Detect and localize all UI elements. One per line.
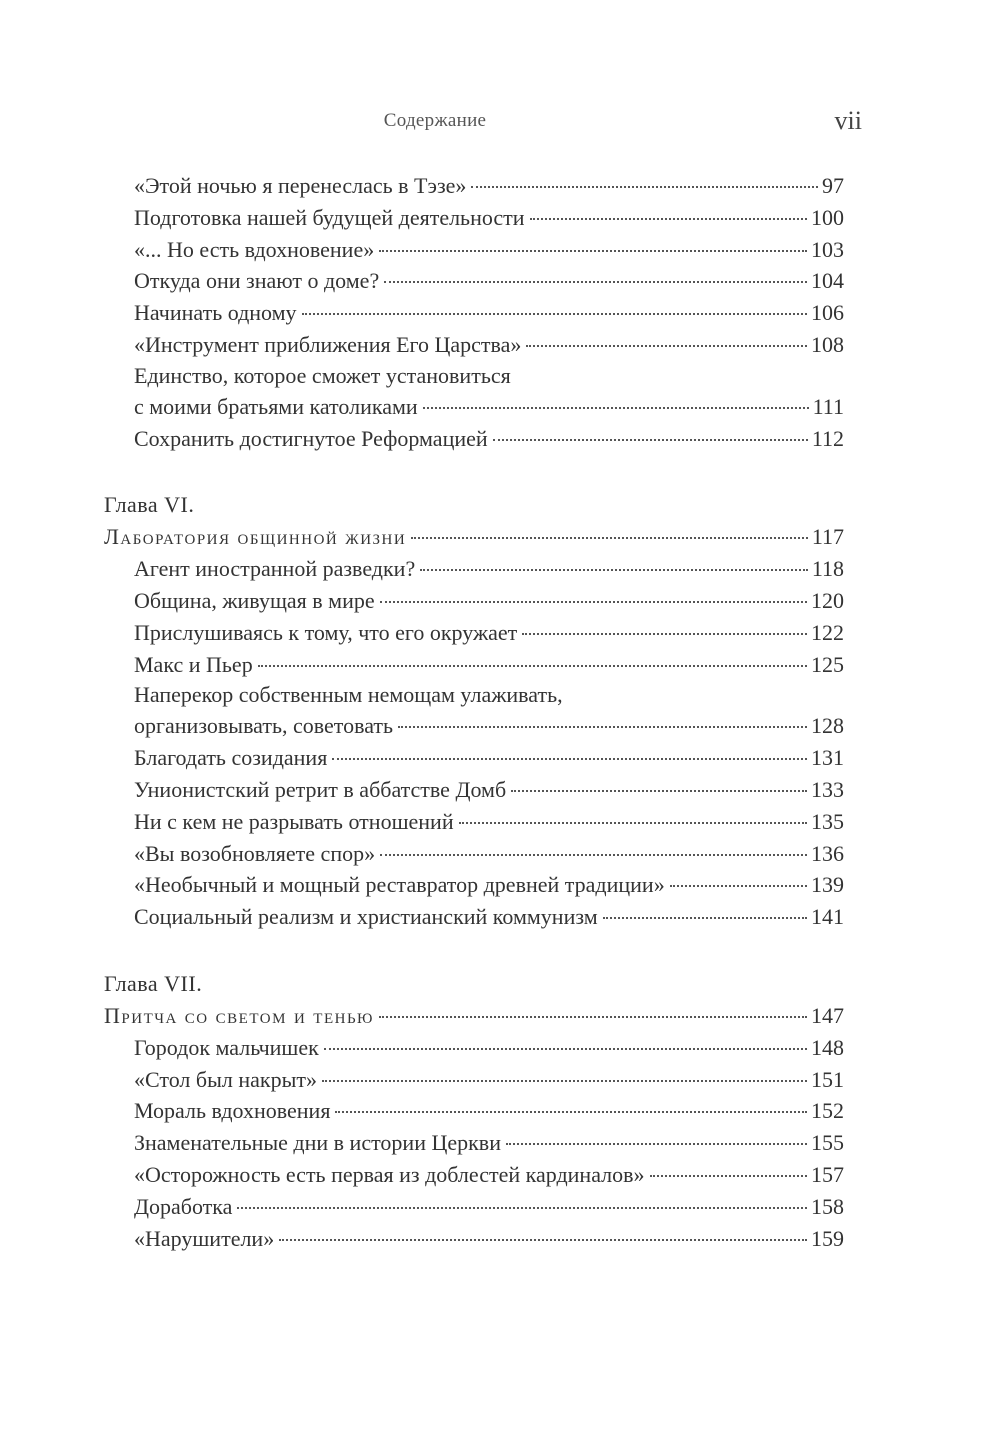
dot-leader — [423, 407, 809, 409]
dot-leader — [379, 250, 807, 252]
toc-entry-title: Благодать созидания — [134, 745, 328, 771]
toc-entry-title: Ни с кем не разрывать отношений — [134, 808, 454, 834]
toc-entry — [134, 170, 844, 202]
toc-entry-page: 133 — [811, 776, 844, 802]
toc-entry — [134, 553, 844, 585]
toc-entry-title: Социальный реализм и христианский коммунизм — [134, 904, 598, 930]
toc-entry-title: Мораль вдохновения — [134, 1098, 331, 1124]
toc-entry-page: 118 — [811, 556, 844, 582]
toc-entry-title-line1: Единство, которое сможет установиться — [134, 362, 511, 388]
dot-leader — [384, 281, 807, 283]
toc-entry-page: 128 — [811, 713, 844, 739]
toc-entry-title: «Этой ночью я перенеслась в Тэзе» — [134, 173, 467, 198]
dot-leader — [650, 1175, 807, 1177]
toc-entry-page: 120 — [811, 587, 844, 613]
toc-entry-page: 100 — [811, 204, 844, 230]
toc-entry — [134, 901, 844, 933]
toc-entry-title-line2: организовывать, советовать — [134, 713, 394, 739]
toc-entry-page: 159 — [811, 1225, 844, 1251]
toc-entry-page: 158 — [811, 1193, 844, 1219]
dot-leader — [302, 313, 807, 315]
toc-entry-title: Агент иностранной разведки? — [134, 556, 416, 582]
toc-entry-title: «Инструмент приближения Его Царства» — [134, 331, 522, 357]
running-head — [0, 103, 1000, 139]
toc-entry — [134, 1191, 844, 1223]
toc-entry-title: «Осторожность есть первая из доблестей кардиналов» — [134, 1161, 645, 1187]
toc-entry-title: Макс и Пьер — [134, 651, 253, 677]
toc-entry-title: «... Но есть вдохновение» — [134, 236, 375, 262]
toc-entry-title-line1: Наперекор собственным немощам улаживать, — [134, 682, 563, 708]
dot-leader — [380, 601, 807, 603]
running-title: Содержание — [383, 110, 487, 131]
toc-entry-page: 111 — [812, 393, 844, 419]
chapter-title: Лаборатория общинной жизни — [104, 524, 407, 550]
toc-entry-title: Начинать одному — [134, 300, 297, 326]
dot-leader — [530, 218, 807, 220]
dot-leader — [279, 1239, 807, 1241]
toc-entry — [134, 1223, 844, 1255]
toc-entry-title: «Стол был накрыт» — [134, 1066, 317, 1092]
toc-entry-title: Городок мальчишек — [134, 1034, 319, 1060]
toc-entry — [134, 1127, 844, 1159]
toc-entry — [134, 680, 844, 742]
toc-entry-page: 141 — [811, 904, 844, 930]
toc-entry-title: Знаменательные дни в истории Церкви — [134, 1130, 501, 1156]
toc-entry-page: 148 — [811, 1034, 844, 1060]
toc-entry — [134, 202, 844, 234]
toc-entry-page: 112 — [811, 425, 844, 451]
toc-entry — [134, 1032, 844, 1064]
chapter-label: Глава VI. — [104, 492, 195, 518]
toc-entry-title: Доработка — [134, 1193, 233, 1219]
toc-entry-page: 122 — [811, 619, 844, 645]
toc-entry-page: 135 — [811, 808, 844, 834]
chapter-title: Притча со светом и тенью — [104, 1002, 374, 1028]
toc-entry-title: «Нарушители» — [134, 1225, 275, 1251]
toc-entry-title: Подготовка нашей будущей деятельности — [134, 204, 525, 230]
toc-entry-title: Откуда они знают о доме? — [134, 268, 380, 294]
toc-entry — [134, 1159, 844, 1191]
toc-entry-page: 125 — [811, 651, 844, 677]
chapter-page: 147 — [811, 1002, 844, 1028]
dot-leader — [459, 822, 807, 824]
toc-entry-title: Унионистский ретрит в аббатстве Домб — [134, 776, 507, 802]
toc-entry-title: Прислушиваясь к тому, что его окружает — [134, 619, 518, 645]
toc-entry — [134, 297, 844, 329]
toc-entry-title: «Вы возобновляете спор» — [134, 840, 376, 866]
dot-leader — [506, 1143, 807, 1145]
dot-leader — [411, 537, 808, 539]
toc-entry-title: Община, живущая в мире — [134, 587, 375, 613]
dot-leader — [670, 885, 807, 887]
toc-entry-title: «Необычный и мощный реставратор древней традиции» — [134, 872, 665, 898]
dot-leader — [379, 1016, 807, 1018]
toc-entry — [134, 774, 844, 806]
dot-leader — [322, 1080, 807, 1082]
toc-entry — [134, 838, 844, 870]
toc-entry-page: 157 — [811, 1161, 844, 1187]
dot-leader — [420, 569, 808, 571]
toc-entry-page: 136 — [811, 840, 844, 866]
toc-entry — [134, 869, 844, 901]
chapter-label: Глава VII. — [104, 970, 203, 996]
toc-entry — [134, 1095, 844, 1127]
chapter-page: 117 — [811, 524, 844, 550]
table-of-contents — [104, 170, 844, 1254]
toc-entry — [134, 806, 844, 838]
toc-entry-page: 152 — [811, 1098, 844, 1124]
dot-leader — [511, 790, 807, 792]
dot-leader — [603, 917, 807, 919]
toc-entry — [134, 585, 844, 617]
toc-entry-page: 108 — [811, 331, 844, 357]
toc-entry — [134, 649, 844, 681]
toc-entry-page: 97 — [822, 173, 844, 198]
dot-leader — [380, 854, 807, 856]
page-number: vii — [834, 106, 862, 135]
toc-entry-page: 155 — [811, 1130, 844, 1156]
toc-entry-page: 151 — [811, 1066, 844, 1092]
dot-leader — [258, 665, 807, 667]
toc-entry — [134, 617, 844, 649]
dot-leader — [335, 1111, 807, 1113]
dot-leader — [237, 1207, 807, 1209]
dot-leader — [324, 1048, 807, 1050]
dot-leader — [332, 758, 807, 760]
dot-leader — [471, 186, 818, 188]
toc-entry — [134, 361, 844, 423]
chapter-title-entry — [104, 1000, 844, 1032]
toc-entry-title: Сохранить достигнутое Реформацией — [134, 425, 488, 451]
toc-entry — [134, 423, 844, 455]
toc-entry-page: 131 — [811, 745, 844, 771]
dot-leader — [522, 633, 807, 635]
toc-entry-page: 104 — [811, 268, 844, 294]
chapter-title-entry — [104, 521, 844, 553]
toc-entry — [134, 1064, 844, 1096]
toc-entry-page: 103 — [811, 236, 844, 262]
toc-entry — [134, 265, 844, 297]
toc-entry-page: 139 — [811, 872, 844, 898]
dot-leader — [526, 345, 807, 347]
toc-entry-page: 106 — [811, 300, 844, 326]
toc-entry-title-line2: с моими братьями католиками — [134, 393, 418, 419]
dot-leader — [493, 439, 808, 441]
dot-leader — [398, 726, 807, 728]
toc-entry — [134, 742, 844, 774]
toc-entry — [134, 234, 844, 266]
toc-entry — [134, 329, 844, 361]
